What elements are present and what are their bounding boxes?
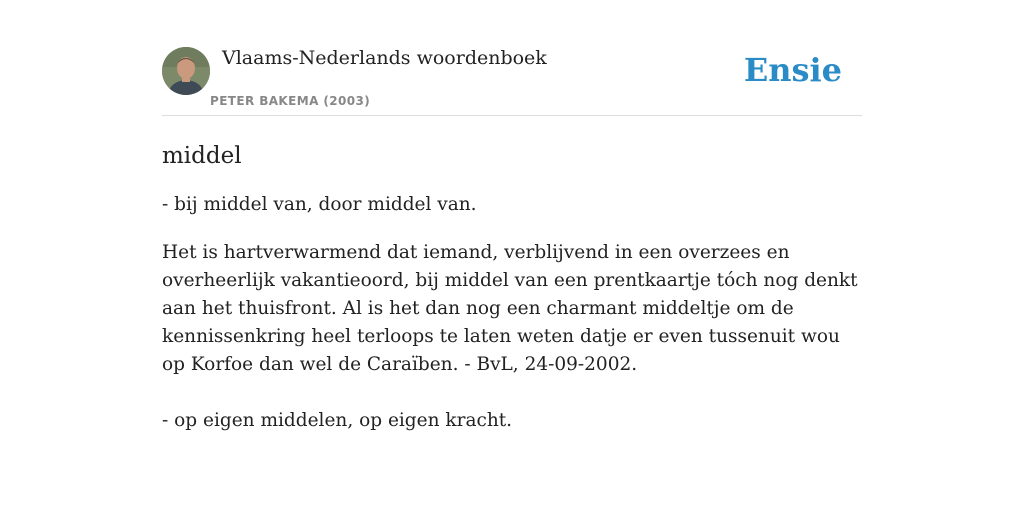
definition-2: - op eigen middelen, op eigen kracht.: [162, 410, 513, 431]
ensie-logo[interactable]: Ensie: [743, 51, 842, 89]
usage-example: Het is hartverwarmend dat iemand, verblijvend in een overzees en overheerlijk vakantieoord, bij middel van een prentkaartje tóch nog denkt aan het thuisfront. Al is het dan nog een charmant middeltje om de kennissenkring heel terloops te laten weten datje er even tussenuit wou op Korfoe dan wel de Caraïben. - BvL, 24-09-2002.: [162, 242, 858, 375]
definition-1: - bij middel van, door middel van.: [162, 194, 477, 215]
entry-card: [162, 44, 862, 435]
avatar-photo-icon: [162, 47, 210, 95]
dictionary-header: [162, 44, 862, 116]
entry-term: middel: [162, 143, 242, 169]
entry-content: [162, 141, 862, 435]
author-avatar[interactable]: [162, 47, 210, 95]
author-name[interactable]: PETER BAKEMA (2003): [210, 94, 371, 108]
dictionary-title[interactable]: Vlaams-Nederlands woordenboek: [222, 47, 547, 69]
